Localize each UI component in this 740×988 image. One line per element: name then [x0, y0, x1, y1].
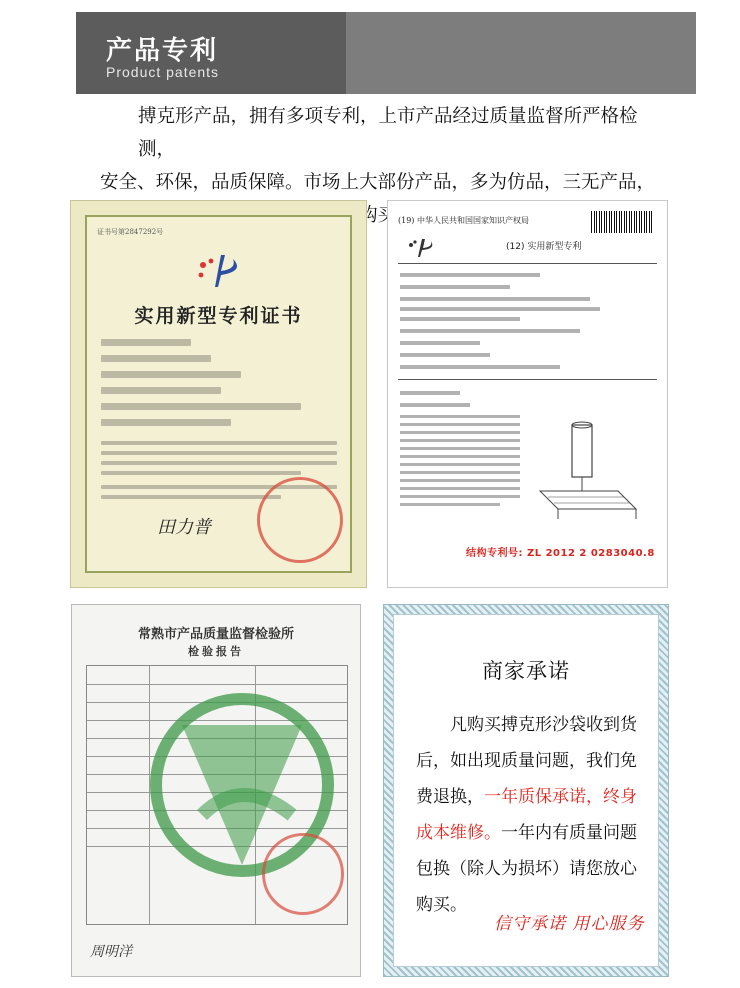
patent-number-red: 结构专利号: ZL 2012 2 0283040.8 — [466, 548, 655, 559]
patent-doc-type: (12) 实用新型专利 — [506, 242, 582, 252]
certificate-title: 实用新型专利证书 — [134, 305, 303, 327]
patent-text-line — [400, 439, 520, 442]
patent-drawing — [528, 417, 648, 527]
patent-text-line — [400, 455, 520, 458]
certificate-text-line — [101, 403, 301, 410]
patent-text-line — [400, 495, 520, 498]
official-seal — [262, 833, 344, 915]
patent-text-line — [400, 285, 510, 289]
certificate-text-line — [101, 495, 281, 499]
certificate-text-line — [101, 339, 191, 346]
patent-certificate-image — [70, 200, 367, 588]
promise-text-part1: 凡购买搏克形沙袋收到货后，如出现质量问题，我们免费退换， — [416, 715, 637, 807]
certificate-text-line — [101, 461, 337, 465]
header-banner — [76, 12, 696, 94]
certificate-signature: 田力普 — [157, 517, 211, 538]
intro-line-2: 安全、环保，品质保障。市场上大部份产品，多为仿品，三无产品， — [100, 172, 656, 193]
promise-signature: 信守承诺 用心服务 — [494, 914, 645, 934]
patent-text-line — [400, 487, 520, 490]
patent-text-line — [400, 365, 560, 369]
merchant-promise-card — [383, 604, 669, 977]
patent-text-line — [400, 479, 520, 482]
patent-office-logo-icon — [191, 251, 247, 291]
certificate-text-line — [101, 371, 241, 378]
promise-text-part2: 一年内有质量问题包换（除人为损坏）请您放心购买。 — [416, 823, 637, 915]
divider — [398, 379, 657, 380]
promise-text-highlight: 一年质保承诺，终身成本维修。 — [416, 787, 637, 843]
certificate-text-line — [101, 355, 211, 362]
patent-text-line — [400, 431, 520, 434]
patent-text-line — [400, 353, 490, 357]
report-signatures: 周明洋 — [90, 944, 132, 960]
promise-body — [416, 707, 648, 923]
certificate-number: 证书号第2847292号 — [97, 228, 164, 236]
certificate-text-line — [101, 451, 337, 455]
patent-text-line — [400, 329, 580, 333]
certificate-text-line — [101, 387, 221, 394]
report-subtitle: 检验报告 — [188, 645, 244, 658]
header-subtitle: Product patents — [106, 64, 220, 80]
patent-text-line — [400, 391, 460, 395]
patent-text-line — [400, 503, 500, 506]
intro-line-1: 搏克形产品，拥有多项专利，上市产品经过质量监督所严格检测， — [138, 106, 638, 160]
inspection-report-image — [71, 604, 361, 977]
patent-text-line — [400, 415, 520, 418]
patent-text-line — [400, 463, 520, 466]
header-title: 产品专利 — [106, 36, 219, 66]
barcode-icon — [591, 211, 653, 233]
promise-title: 商家承诺 — [482, 659, 570, 683]
certificate-text-line — [101, 441, 337, 445]
promise-card-inner — [393, 614, 659, 967]
patent-text-line — [400, 471, 520, 474]
patent-text-line — [400, 317, 520, 321]
report-title: 常熟市产品质量监督检验所 — [137, 627, 294, 642]
patent-text-line — [400, 447, 520, 450]
patent-document-image — [387, 200, 668, 588]
patent-text-line — [400, 423, 520, 426]
official-seal — [257, 477, 343, 563]
certificate-border — [85, 215, 352, 573]
divider — [398, 263, 657, 264]
patent-text-line — [400, 403, 470, 407]
patent-office-logo-icon — [406, 237, 434, 259]
certificate-text-line — [101, 419, 231, 426]
certificate-text-line — [101, 471, 301, 475]
patent-text-line — [400, 297, 590, 301]
patent-doc-header: (19) 中华人民共和国国家知识产权局 — [398, 216, 529, 225]
patent-text-line — [400, 341, 480, 345]
patent-text-line — [400, 273, 540, 277]
patent-text-line — [400, 307, 600, 311]
